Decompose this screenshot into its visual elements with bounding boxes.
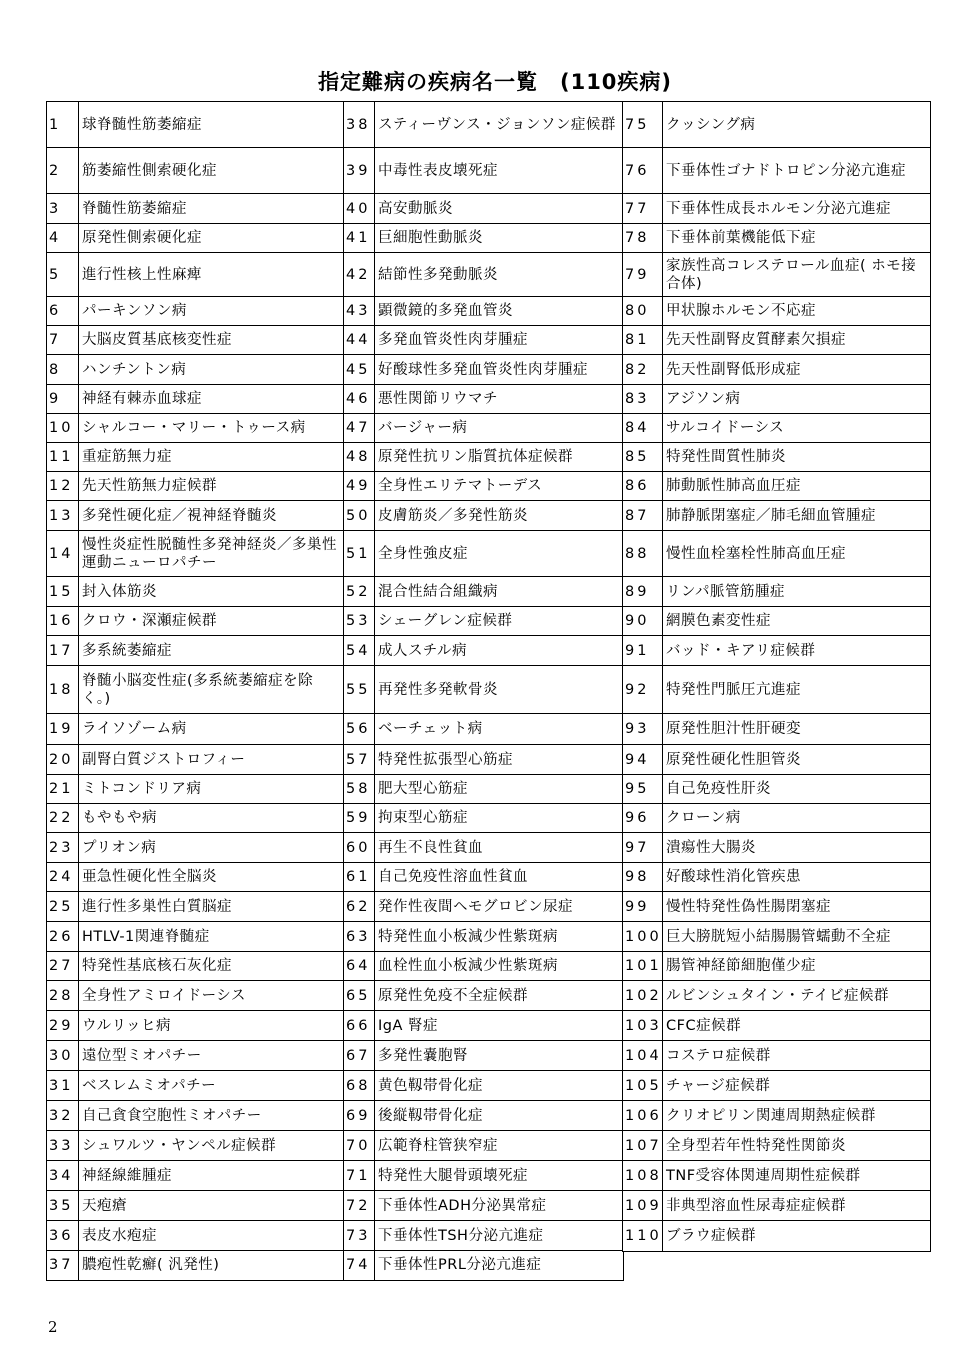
disease-number: 37 <box>46 1250 80 1281</box>
disease-number: 28 <box>46 980 80 1012</box>
disease-number: 61 <box>343 862 376 893</box>
disease-name: 後縦靱帯骨化症 <box>374 1100 624 1132</box>
disease-name: 再生不良性貧血 <box>374 832 624 864</box>
disease-number: 85 <box>622 442 664 473</box>
disease-number: 75 <box>622 101 664 149</box>
disease-name: 全身性強皮症 <box>374 530 624 578</box>
disease-name: 全身性アミロイドーシス <box>78 980 345 1012</box>
disease-number: 59 <box>343 803 376 834</box>
disease-name: 肥大型心筋症 <box>374 774 624 805</box>
disease-name: ウルリッヒ病 <box>78 1010 345 1042</box>
disease-name: 自己免疫性溶血性貧血 <box>374 862 624 893</box>
disease-number: 95 <box>622 774 664 805</box>
disease-number: 69 <box>343 1100 376 1132</box>
disease-name: パーキンソン病 <box>78 296 345 327</box>
disease-name: 進行性多巣性白質脳症 <box>78 891 345 923</box>
disease-name: シャルコー・マリー・トゥース病 <box>78 413 345 444</box>
disease-number: 32 <box>46 1100 80 1132</box>
disease-name: コステロ症候群 <box>662 1040 931 1072</box>
disease-name: 先天性筋無力症候群 <box>78 471 345 502</box>
disease-number: 64 <box>343 951 376 982</box>
disease-number: 103 <box>622 1010 664 1042</box>
disease-number: 92 <box>622 665 664 715</box>
disease-number: 8 <box>46 354 80 386</box>
disease-name: 成人スチル病 <box>374 635 624 667</box>
disease-number: 110 <box>622 1220 664 1252</box>
disease-number: 48 <box>343 442 376 473</box>
disease-name: 拘束型心筋症 <box>374 803 624 834</box>
disease-name: チャージ症候群 <box>662 1070 931 1102</box>
disease-name: 結節性多発動脈炎 <box>374 252 624 298</box>
disease-number: 20 <box>46 744 80 776</box>
disease-name: HTLV-1関連脊髄症 <box>78 921 345 953</box>
disease-name: 黄色靱帯骨化症 <box>374 1070 624 1102</box>
disease-number: 46 <box>343 384 376 415</box>
disease-number: 66 <box>343 1010 376 1042</box>
disease-name: 中毒性表皮壊死症 <box>374 147 624 195</box>
disease-number: 41 <box>343 223 376 254</box>
disease-name: 高安動脈炎 <box>374 193 624 225</box>
disease-name: 下垂体性ADH分泌異常症 <box>374 1190 624 1222</box>
disease-number: 53 <box>343 606 376 637</box>
disease-name: バージャー病 <box>374 413 624 444</box>
disease-name: 球脊髄性筋萎縮症 <box>78 101 345 149</box>
disease-name: 表皮水疱症 <box>78 1220 345 1252</box>
disease-number: 83 <box>622 384 664 415</box>
disease-name: 顕微鏡的多発血管炎 <box>374 296 624 327</box>
disease-number: 80 <box>622 296 664 327</box>
disease-number: 30 <box>46 1040 80 1072</box>
disease-number: 55 <box>343 665 376 715</box>
disease-number: 50 <box>343 500 376 532</box>
disease-name: 遠位型ミオパチー <box>78 1040 345 1072</box>
disease-name: 家族性高コレステロール血症( ホモ接合体) <box>662 252 931 298</box>
disease-number: 90 <box>622 606 664 637</box>
disease-name: 肺静脈閉塞症／肺毛細血管腫症 <box>662 500 931 532</box>
disease-number: 38 <box>343 101 376 149</box>
disease-number: 29 <box>46 1010 80 1042</box>
disease-number: 22 <box>46 803 80 834</box>
disease-name: 神経線維腫症 <box>78 1160 345 1192</box>
disease-number: 42 <box>343 252 376 298</box>
disease-name: 特発性基底核石灰化症 <box>78 951 345 982</box>
disease-name: 全身性エリテマトーデス <box>374 471 624 502</box>
disease-number: 21 <box>46 774 80 805</box>
disease-number: 98 <box>622 862 664 893</box>
disease-number: 49 <box>343 471 376 502</box>
disease-number: 56 <box>343 713 376 746</box>
disease-number: 86 <box>622 471 664 502</box>
disease-number: 84 <box>622 413 664 444</box>
disease-name: ミトコンドリア病 <box>78 774 345 805</box>
disease-name: 甲状腺ホルモン不応症 <box>662 296 931 327</box>
disease-number: 107 <box>622 1130 664 1162</box>
disease-number: 10 <box>46 413 80 444</box>
disease-name: 脊髄性筋萎縮症 <box>78 193 345 225</box>
disease-number: 5 <box>46 252 80 298</box>
disease-number: 2 <box>46 147 80 195</box>
disease-number: 35 <box>46 1190 80 1222</box>
disease-name: ハンチントン病 <box>78 354 345 386</box>
disease-number: 1 <box>46 101 80 149</box>
disease-name: 慢性血栓塞栓性肺高血圧症 <box>662 530 931 578</box>
disease-number: 70 <box>343 1130 376 1162</box>
disease-number: 43 <box>343 296 376 327</box>
disease-number: 40 <box>343 193 376 225</box>
disease-number: 26 <box>46 921 80 953</box>
disease-number: 104 <box>622 1040 664 1072</box>
disease-number: 36 <box>46 1220 80 1252</box>
disease-number: 72 <box>343 1190 376 1222</box>
disease-name: 下垂体前葉機能低下症 <box>662 223 931 254</box>
disease-name: 混合性結合組織病 <box>374 576 624 608</box>
disease-number: 97 <box>622 832 664 864</box>
disease-name: 慢性特発性偽性腸閉塞症 <box>662 891 931 923</box>
disease-name: 非典型溶血性尿毒症症候群 <box>662 1190 931 1222</box>
disease-name: 多発性硬化症／視神経脊髄炎 <box>78 500 345 532</box>
disease-name: スティーヴンス・ジョンソン症候群 <box>374 101 624 149</box>
disease-number: 76 <box>622 147 664 195</box>
disease-number: 52 <box>343 576 376 608</box>
disease-name: 多系統萎縮症 <box>78 635 345 667</box>
disease-name: 下垂体性TSH分泌亢進症 <box>374 1220 624 1252</box>
disease-number: 68 <box>343 1070 376 1102</box>
disease-name: 原発性胆汁性肝硬変 <box>662 713 931 746</box>
disease-name: 網膜色素変性症 <box>662 606 931 637</box>
disease-number: 91 <box>622 635 664 667</box>
disease-name: 大脳皮質基底核変性症 <box>78 325 345 356</box>
disease-number: 88 <box>622 530 664 578</box>
disease-name: 特発性間質性肺炎 <box>662 442 931 473</box>
disease-name: 原発性硬化性胆管炎 <box>662 744 931 776</box>
disease-number: 78 <box>622 223 664 254</box>
disease-name: アジソン病 <box>662 384 931 415</box>
disease-name: 肺動脈性肺高血圧症 <box>662 471 931 502</box>
disease-number: 96 <box>622 803 664 834</box>
page-number: 2 <box>48 1318 58 1336</box>
disease-number: 101 <box>622 951 664 982</box>
disease-number: 65 <box>343 980 376 1012</box>
disease-number: 44 <box>343 325 376 356</box>
disease-number: 73 <box>343 1220 376 1252</box>
disease-number: 4 <box>46 223 80 254</box>
disease-number: 79 <box>622 252 664 298</box>
disease-number: 31 <box>46 1070 80 1102</box>
disease-number: 16 <box>46 606 80 637</box>
disease-number: 67 <box>343 1040 376 1072</box>
disease-number: 93 <box>622 713 664 746</box>
disease-name: リンパ脈管筋腫症 <box>662 576 931 608</box>
disease-number: 106 <box>622 1100 664 1132</box>
disease-number: 6 <box>46 296 80 327</box>
disease-name: 自己貪食空胞性ミオパチー <box>78 1100 345 1132</box>
disease-number: 39 <box>343 147 376 195</box>
disease-name: 原発性免疫不全症候群 <box>374 980 624 1012</box>
disease-name: 自己免疫性肝炎 <box>662 774 931 805</box>
disease-name: 下垂体性PRL分泌亢進症 <box>374 1250 624 1281</box>
disease-name: 皮膚筋炎／多発性筋炎 <box>374 500 624 532</box>
disease-number: 33 <box>46 1130 80 1162</box>
disease-name: 先天性副腎低形成症 <box>662 354 931 386</box>
disease-name: ベスレムミオパチー <box>78 1070 345 1102</box>
disease-number: 47 <box>343 413 376 444</box>
disease-name: クッシング病 <box>662 101 931 149</box>
disease-name: サルコイドーシス <box>662 413 931 444</box>
disease-name: 天疱瘡 <box>78 1190 345 1222</box>
disease-number: 108 <box>622 1160 664 1192</box>
disease-name: 巨大膀胱短小結腸腸管蠕動不全症 <box>662 921 931 953</box>
disease-name: 潰瘍性大腸炎 <box>662 832 931 864</box>
disease-name: 慢性炎症性脱髄性多発神経炎／多巣性運動ニューロパチー <box>78 530 345 578</box>
disease-name: 膿疱性乾癬( 汎発性) <box>78 1250 345 1281</box>
disease-number: 87 <box>622 500 664 532</box>
disease-number: 11 <box>46 442 80 473</box>
disease-number: 81 <box>622 325 664 356</box>
disease-name: クロウ・深瀬症候群 <box>78 606 345 637</box>
disease-number: 18 <box>46 665 80 715</box>
disease-name: 悪性関節リウマチ <box>374 384 624 415</box>
disease-number: 60 <box>343 832 376 864</box>
disease-name: 下垂体性成長ホルモン分泌亢進症 <box>662 193 931 225</box>
disease-name: 封入体筋炎 <box>78 576 345 608</box>
disease-name: 多発性嚢胞腎 <box>374 1040 624 1072</box>
disease-number: 25 <box>46 891 80 923</box>
disease-name: 多発血管炎性肉芽腫症 <box>374 325 624 356</box>
disease-name: 神経有棘赤血球症 <box>78 384 345 415</box>
disease-name: CFC症候群 <box>662 1010 931 1042</box>
disease-name: 特発性大腿骨頭壊死症 <box>374 1160 624 1192</box>
disease-name: ベーチェット病 <box>374 713 624 746</box>
disease-number: 17 <box>46 635 80 667</box>
disease-name: 特発性門脈圧亢進症 <box>662 665 931 715</box>
disease-number: 109 <box>622 1190 664 1222</box>
disease-number: 23 <box>46 832 80 864</box>
disease-name: 原発性抗リン脂質抗体症候群 <box>374 442 624 473</box>
disease-number: 82 <box>622 354 664 386</box>
disease-name: ブラウ症候群 <box>662 1220 931 1252</box>
disease-number: 14 <box>46 530 80 578</box>
disease-number: 51 <box>343 530 376 578</box>
disease-number: 62 <box>343 891 376 923</box>
disease-name: 下垂体性ゴナドトロピン分泌亢進症 <box>662 147 931 195</box>
disease-name: プリオン病 <box>78 832 345 864</box>
disease-name: バッド・キアリ症候群 <box>662 635 931 667</box>
disease-name: クリオピリン関連周期熱症候群 <box>662 1100 931 1132</box>
disease-name: 進行性核上性麻痺 <box>78 252 345 298</box>
disease-number: 15 <box>46 576 80 608</box>
disease-name: 全身型若年性特発性関節炎 <box>662 1130 931 1162</box>
disease-name: 腸管神経節細胞僅少症 <box>662 951 931 982</box>
disease-number: 77 <box>622 193 664 225</box>
disease-number: 9 <box>46 384 80 415</box>
disease-number: 99 <box>622 891 664 923</box>
disease-name: クローン病 <box>662 803 931 834</box>
disease-name: シェーグレン症候群 <box>374 606 624 637</box>
disease-number: 7 <box>46 325 80 356</box>
disease-name: 特発性拡張型心筋症 <box>374 744 624 776</box>
disease-name: 好酸球性多発血管炎性肉芽腫症 <box>374 354 624 386</box>
disease-number: 94 <box>622 744 664 776</box>
disease-name: 脊髄小脳変性症(多系統萎縮症を除く。) <box>78 665 345 715</box>
disease-name: 筋萎縮性側索硬化症 <box>78 147 345 195</box>
disease-name: 亜急性硬化性全脳炎 <box>78 862 345 893</box>
disease-number: 57 <box>343 744 376 776</box>
disease-number: 102 <box>622 980 664 1012</box>
disease-number: 34 <box>46 1160 80 1192</box>
disease-number: 63 <box>343 921 376 953</box>
disease-name: もやもや病 <box>78 803 345 834</box>
disease-number: 13 <box>46 500 80 532</box>
disease-number: 105 <box>622 1070 664 1102</box>
disease-number: 12 <box>46 471 80 502</box>
disease-name: シュワルツ・ヤンペル症候群 <box>78 1130 345 1162</box>
disease-name: 先天性副腎皮質酵素欠損症 <box>662 325 931 356</box>
disease-number: 24 <box>46 862 80 893</box>
page-title: 指定難病の疾病名一覧 (110疾病) <box>317 70 673 94</box>
disease-name: 好酸球性消化管疾患 <box>662 862 931 893</box>
disease-number: 58 <box>343 774 376 805</box>
disease-number: 89 <box>622 576 664 608</box>
disease-number: 19 <box>46 713 80 746</box>
disease-name: 血栓性血小板減少性紫斑病 <box>374 951 624 982</box>
disease-name: 広範脊柱管狭窄症 <box>374 1130 624 1162</box>
disease-name: 巨細胞性動脈炎 <box>374 223 624 254</box>
disease-number: 71 <box>343 1160 376 1192</box>
disease-number: 3 <box>46 193 80 225</box>
disease-name: TNF受容体関連周期性症候群 <box>662 1160 931 1192</box>
disease-number: 45 <box>343 354 376 386</box>
disease-number: 54 <box>343 635 376 667</box>
disease-name: 再発性多発軟骨炎 <box>374 665 624 715</box>
disease-name: 副腎白質ジストロフィー <box>78 744 345 776</box>
disease-name: ライソゾーム病 <box>78 713 345 746</box>
disease-name: IgA 腎症 <box>374 1010 624 1042</box>
disease-number: 100 <box>622 921 664 953</box>
disease-name: ルビンシュタイン・テイビ症候群 <box>662 980 931 1012</box>
disease-name: 重症筋無力症 <box>78 442 345 473</box>
disease-name: 原発性側索硬化症 <box>78 223 345 254</box>
disease-number: 74 <box>343 1250 376 1281</box>
disease-name: 発作性夜間ヘモグロビン尿症 <box>374 891 624 923</box>
disease-name: 特発性血小板減少性紫斑病 <box>374 921 624 953</box>
disease-number: 27 <box>46 951 80 982</box>
